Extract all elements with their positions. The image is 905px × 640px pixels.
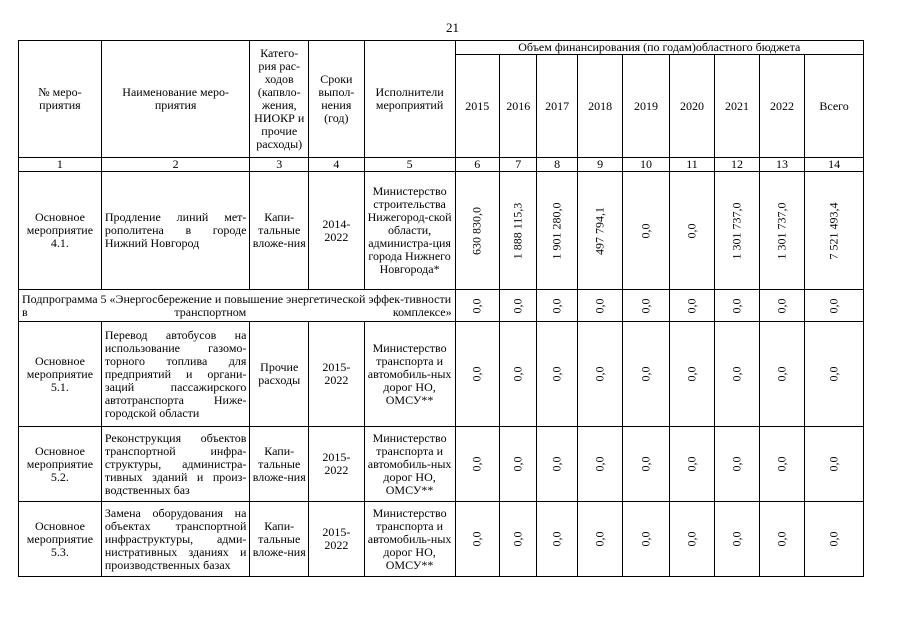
value-wrapper	[458, 291, 497, 320]
column-number-12: 13	[759, 158, 804, 172]
value-wrapper	[625, 291, 666, 320]
value-text: 0,0	[638, 298, 653, 313]
value-text: 1 301 737,0	[774, 202, 789, 259]
value-wrapper	[807, 323, 861, 425]
header-year-5: 2020	[669, 55, 714, 158]
column-number-10: 11	[669, 158, 714, 172]
value-cell	[623, 322, 669, 427]
column-number-6: 7	[500, 158, 537, 172]
value-cell	[577, 502, 622, 577]
value-wrapper	[625, 428, 666, 500]
value-text: 7 521 493,4	[826, 202, 841, 259]
value-text: 0,0	[549, 366, 564, 382]
value-cell	[500, 427, 537, 502]
value-wrapper	[807, 291, 861, 320]
value-cell	[577, 322, 622, 427]
value-cell	[669, 322, 714, 427]
value-wrapper	[762, 428, 802, 500]
value-cell	[759, 322, 804, 427]
value-wrapper	[672, 291, 712, 320]
value-text: 0,0	[549, 456, 564, 472]
value-wrapper	[672, 428, 712, 500]
value-wrapper	[539, 428, 574, 500]
value-wrapper	[762, 503, 802, 575]
column-number-0: 1	[19, 158, 102, 172]
value-wrapper	[717, 173, 756, 288]
executors: Министерство транспорта и автомобиль-ных дорог НО, ОМСУ**	[364, 427, 455, 502]
value-text: 0,0	[729, 531, 744, 547]
table-row	[19, 427, 864, 502]
value-wrapper	[502, 173, 534, 288]
value-cell	[500, 322, 537, 427]
value-text: 0,0	[638, 366, 653, 382]
value-cell	[577, 172, 622, 290]
value-cell	[455, 502, 499, 577]
measure-number: Основное мероприятие 5.2.	[19, 427, 102, 502]
expense-category: Капи-тальные вложе-ния	[250, 427, 309, 502]
value-cell	[715, 427, 759, 502]
value-text: 0,0	[729, 298, 744, 313]
value-cell	[455, 322, 499, 427]
header-col-executors: Исполнители мероприятий	[364, 41, 455, 158]
value-text: 0,0	[469, 531, 484, 547]
header-year-1: 2016	[500, 55, 537, 158]
value-wrapper	[807, 428, 861, 500]
value-text: 1 301 737,0	[729, 202, 744, 259]
header-col-category: Катего-рия рас-ходов (капвло-жения, НИОКР и прочие расходы)	[250, 41, 309, 158]
header-year-3: 2018	[577, 55, 622, 158]
value-text: 0,0	[469, 456, 484, 472]
value-cell	[759, 290, 804, 322]
value-cell	[537, 502, 577, 577]
column-number-8: 9	[577, 158, 622, 172]
value-wrapper	[539, 323, 574, 425]
header-numbers-row	[19, 158, 864, 172]
executors: Министерство строительства Нижегород-ской области, администра-ция города Нижнего Новгорода*	[364, 172, 455, 290]
value-wrapper	[580, 428, 620, 500]
value-wrapper	[625, 173, 666, 288]
value-cell	[805, 172, 864, 290]
table-row	[19, 172, 864, 290]
executors: Министерство транспорта и автомобиль-ных дорог НО, ОМСУ**	[364, 322, 455, 427]
value-text: 0,0	[774, 298, 789, 313]
measure-name: Реконструкция объектов транспортной инфра-структуры, администра-тивных зданий и произ-водственных баз	[101, 427, 250, 502]
header-year-8: Всего	[805, 55, 864, 158]
value-wrapper	[458, 323, 497, 425]
value-text: 0,0	[684, 531, 699, 547]
value-wrapper	[539, 291, 574, 320]
value-wrapper	[502, 428, 534, 500]
value-cell	[537, 322, 577, 427]
value-cell	[455, 172, 499, 290]
value-text: 630 830,0	[469, 206, 484, 255]
value-wrapper	[580, 291, 620, 320]
column-number-2: 3	[250, 158, 309, 172]
value-cell	[669, 172, 714, 290]
value-text: 0,0	[592, 366, 607, 382]
value-text: 0,0	[826, 531, 841, 547]
subprogram-row	[19, 290, 864, 322]
value-text: 0,0	[684, 366, 699, 382]
header-col-term: Сроки выпол-нения (год)	[309, 41, 365, 158]
value-text: 0,0	[592, 456, 607, 472]
value-wrapper	[807, 173, 861, 288]
value-wrapper	[458, 173, 497, 288]
value-wrapper	[539, 503, 574, 575]
value-cell	[500, 290, 537, 322]
value-text: 0,0	[510, 531, 525, 547]
value-wrapper	[717, 428, 756, 500]
measure-name: Замена оборудования на объектах транспортной инфраструктуры, адми-нистративных зданиях и производственных базах	[101, 502, 250, 577]
execution-term: 2015-2022	[309, 322, 365, 427]
page-number: 21	[446, 20, 459, 35]
measure-number: Основное мероприятие 4.1.	[19, 172, 102, 290]
value-wrapper	[717, 503, 756, 575]
executors: Министерство транспорта и автомобиль-ных дорог НО, ОМСУ**	[364, 502, 455, 577]
measure-number: Основное мероприятие 5.3.	[19, 502, 102, 577]
value-text: 0,0	[469, 298, 484, 313]
header-financing: Объем финансирования (по годам)областного бюджета	[455, 41, 863, 55]
value-text: 0,0	[774, 531, 789, 547]
expense-category: Капи-тальные вложе-ния	[250, 172, 309, 290]
value-text: 497 794,1	[592, 206, 607, 255]
value-wrapper	[458, 428, 497, 500]
value-cell	[715, 290, 759, 322]
value-cell	[623, 427, 669, 502]
value-text: 1 901 280,0	[549, 202, 564, 259]
value-wrapper	[580, 173, 620, 288]
value-text: 0,0	[510, 298, 525, 313]
value-text: 0,0	[638, 456, 653, 472]
header-year-4: 2019	[623, 55, 669, 158]
value-text: 0,0	[592, 531, 607, 547]
value-wrapper	[672, 503, 712, 575]
execution-term: 2014-2022	[309, 172, 365, 290]
value-cell	[805, 290, 864, 322]
column-number-7: 8	[537, 158, 577, 172]
expense-category: Прочие расходы	[250, 322, 309, 427]
value-cell	[805, 502, 864, 577]
value-text: 0,0	[826, 298, 841, 313]
value-text: 0,0	[826, 366, 841, 382]
header-col-number: № меро-приятия	[19, 41, 102, 158]
column-number-11: 12	[715, 158, 759, 172]
value-text: 0,0	[729, 456, 744, 472]
value-wrapper	[580, 323, 620, 425]
value-cell	[623, 172, 669, 290]
value-cell	[500, 172, 537, 290]
column-number-5: 6	[455, 158, 499, 172]
value-cell	[759, 502, 804, 577]
value-cell	[455, 290, 499, 322]
value-cell	[669, 427, 714, 502]
value-wrapper	[502, 291, 534, 320]
value-cell	[805, 427, 864, 502]
value-text: 0,0	[684, 223, 699, 238]
value-text: 0,0	[774, 456, 789, 472]
value-wrapper	[580, 503, 620, 575]
value-wrapper	[625, 503, 666, 575]
value-text: 0,0	[774, 366, 789, 382]
value-cell	[669, 502, 714, 577]
value-cell	[805, 322, 864, 427]
value-cell	[623, 502, 669, 577]
value-wrapper	[458, 503, 497, 575]
value-text: 0,0	[510, 456, 525, 472]
column-number-1: 2	[101, 158, 250, 172]
value-wrapper	[502, 323, 534, 425]
value-wrapper	[502, 503, 534, 575]
value-text: 0,0	[684, 456, 699, 472]
value-text: 0,0	[510, 366, 525, 382]
value-wrapper	[672, 173, 712, 288]
value-wrapper	[625, 323, 666, 425]
value-cell	[537, 427, 577, 502]
measure-name: Продление линий мет-рополитена в городе Нижний Новгород	[101, 172, 250, 290]
header-row-top	[19, 41, 864, 55]
header-year-6: 2021	[715, 55, 759, 158]
value-text: 0,0	[684, 298, 699, 313]
value-text: 0,0	[592, 298, 607, 313]
column-number-4: 5	[364, 158, 455, 172]
value-wrapper	[762, 173, 802, 288]
value-cell	[715, 502, 759, 577]
value-cell	[577, 427, 622, 502]
value-text: 0,0	[826, 456, 841, 472]
column-number-9: 10	[623, 158, 669, 172]
value-wrapper	[762, 291, 802, 320]
header-col-name: Наименование меро-приятия	[101, 41, 250, 158]
value-wrapper	[717, 323, 756, 425]
value-text: 0,0	[638, 531, 653, 547]
value-wrapper	[807, 503, 861, 575]
value-text: 0,0	[638, 223, 653, 238]
expense-category: Капи-тальные вложе-ния	[250, 502, 309, 577]
value-cell	[577, 290, 622, 322]
value-wrapper	[717, 291, 756, 320]
header-year-2: 2017	[537, 55, 577, 158]
table-row	[19, 322, 864, 427]
column-number-13: 14	[805, 158, 864, 172]
value-text: 0,0	[549, 298, 564, 313]
execution-term: 2015-2022	[309, 427, 365, 502]
value-text: 0,0	[729, 366, 744, 382]
value-cell	[669, 290, 714, 322]
value-cell	[500, 502, 537, 577]
value-text: 1 888 115,3	[510, 202, 525, 259]
value-wrapper	[762, 323, 802, 425]
value-cell	[537, 172, 577, 290]
value-cell	[715, 322, 759, 427]
value-cell	[759, 427, 804, 502]
value-text: 0,0	[469, 366, 484, 382]
header-year-0: 2015	[455, 55, 499, 158]
value-wrapper	[539, 173, 574, 288]
execution-term: 2015-2022	[309, 502, 365, 577]
value-cell	[537, 290, 577, 322]
column-number-3: 4	[309, 158, 365, 172]
header-year-7: 2022	[759, 55, 804, 158]
financing-table	[18, 40, 864, 577]
value-text: 0,0	[549, 531, 564, 547]
value-wrapper	[672, 323, 712, 425]
measure-number: Основное мероприятие 5.1.	[19, 322, 102, 427]
subprogram-title: Подпрограмма 5 «Энергосбережение и повышение энергетической эффек-тивности в транспортном комплексе»	[19, 290, 456, 322]
value-cell	[715, 172, 759, 290]
value-cell	[455, 427, 499, 502]
measure-name: Перевод автобусов на использование газомо-торного топлива для предприятий и органи-заций пассажирского автотранспорта Ниже-городской области	[101, 322, 250, 427]
table-row	[19, 502, 864, 577]
value-cell	[759, 172, 804, 290]
value-cell	[623, 290, 669, 322]
